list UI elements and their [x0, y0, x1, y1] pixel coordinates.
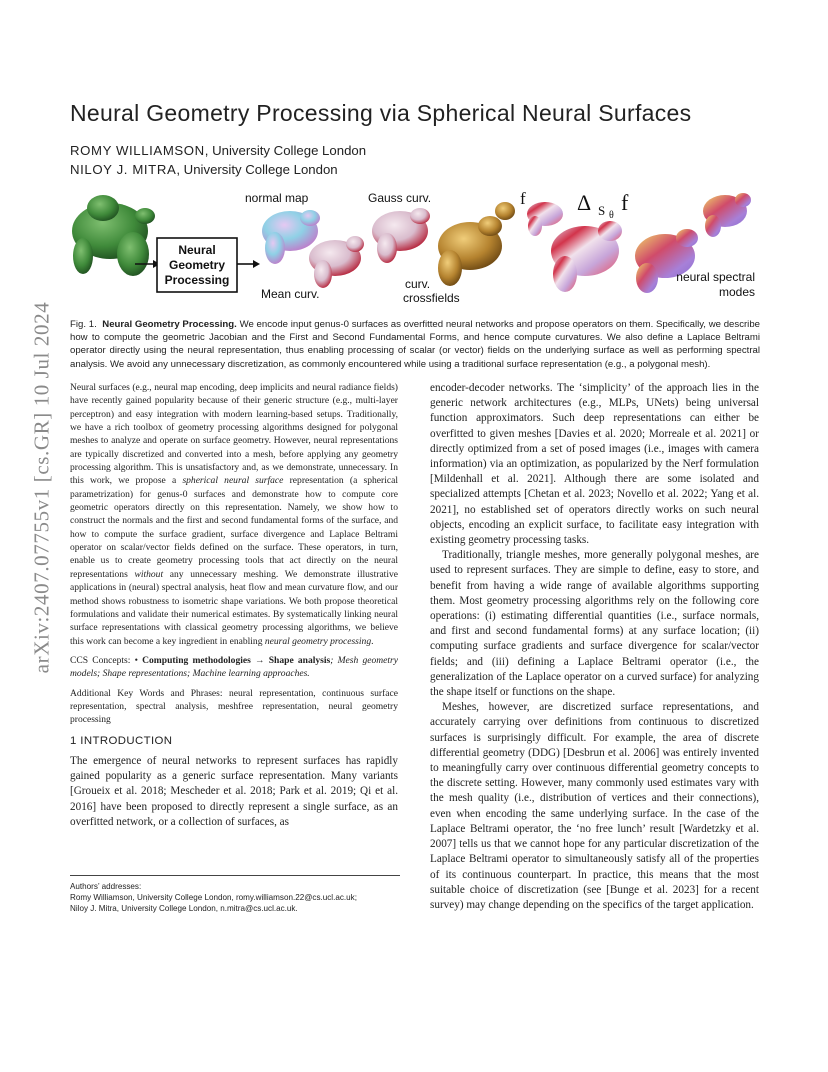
- label-normal-map: normal map: [245, 191, 309, 205]
- footnote-line: Niloy J. Mitra, University College London, n.mitra@cs.ucl.ac.uk.: [70, 904, 298, 913]
- abstract-emphasis: spherical neural surface: [182, 475, 284, 487]
- ccs-prefix: CCS Concepts: •: [70, 654, 143, 666]
- label-gauss-curv: Gauss curv.: [368, 191, 432, 205]
- intro-paragraph: The emergence of neural networks to represent surfaces has rapidly gained popularity as a generic surface representation. Many variants [Groueix et al. 2018; Mescheder et al. 2018; Park et al. 2019; Qi et al. 2016] have been proposed to directly represent a single surface, as an overfitted network, or a collection of surfaces, as: [70, 754, 398, 828]
- ccs-concepts: [70, 654, 398, 681]
- teaser-figure: [65, 186, 765, 308]
- gauss-curv-frog-image: [372, 208, 430, 263]
- label-f: f: [520, 189, 526, 208]
- footnote-line: Authors’ addresses:: [70, 882, 142, 891]
- footnote-rule: [70, 875, 400, 876]
- box-label-processing: Processing: [164, 273, 230, 287]
- ccs-rest: ; Mesh geometry models; Shape representations; Machine learning approaches.: [70, 654, 398, 680]
- intro-paragraph: Meshes, however, are discretized surface representations, and accurately carrying over definitions from continuous to discretized surfaces is surprisingly difficult. For example, the area of discrete differential geometry (DDG) [Desbrun et al. 2006] was entirely invented to meaningfully carry over continuous differential geometry concepts to the discrete setting. However, many commonly used estimates vary with the mesh quality (i.e., distribution of vertices and their connections), even when encoding the same underlying surface. In the case of the Laplace Beltrami operator, the ‘no free lunch’ result [Wardetzky et al. 2007] tells us that we cannot hope for any particular discretization of the Laplace Beltrami operator to simultaneously satisfy all of the properties of its continuous counterpart. In practice, this means that the most suitable choice of discretization (see [Bunge et al. 2023] for a recent survey) may change depending on the specifics of the target application.: [430, 701, 759, 911]
- label-laplace-theta: θ: [609, 210, 614, 221]
- footnote: [70, 881, 400, 914]
- author-name: NILOY J. MITRA: [70, 162, 177, 177]
- author-2: [70, 162, 338, 177]
- abstract-text: any unnecessary meshing. We demonstrate illustrative applications in (neural) spectral analysis, heat flow and mean curvature flow, and our method shows robustness to isometric shape variations. We both propose theoretical formulations and validate their numerical estimates. By systematically linking neural surface representations with classical geometry processing algorithms, we believe this work can become a key ingredient in enabling: [70, 568, 398, 647]
- laplace-frog-image: [551, 221, 622, 292]
- author-affiliation: , University College London: [204, 143, 367, 158]
- abstract-emphasis: without: [134, 568, 164, 580]
- abstract-paragraph: [70, 381, 398, 648]
- label-laplace-delta: Δ: [577, 190, 592, 215]
- spectral-frog-small-image: [703, 193, 751, 237]
- label-laplace-s: S: [598, 203, 606, 218]
- paper-title: Neural Geometry Processing via Spherical Neural Surfaces: [70, 100, 692, 126]
- abstract-emphasis: neural geometry processing: [264, 635, 372, 647]
- intro-paragraph: encoder-decoder networks. The ‘simplicity’ of the approach lies in the generic network architectures (e.g., MLPs, UNets) being universal function approximators. Such deep representations can either be overfitted to given meshes [Davies et al. 2020; Morreale et al. 2021] or directly optimized from a set of posed images (i.e., images with camera information) via an optimization, as popularized by the Nerf formulation [Mildenhall et al. 2021]. Although there are some isolated and specialized attempts [Chetan et al. 2023; Novello et al. 2022; Yang et al. 2021], no established set of operators directly works on such neural objects, encoding an explicit surface, to facilitate easy integration with existing geometry processing tasks.: [430, 382, 759, 547]
- figure-caption: [70, 318, 760, 371]
- label-curv: curv.: [405, 277, 431, 291]
- caption-text: We encode input genus-0 surfaces as overfitted neural networks and propose operators on them. Specifically, we describe how to compute the geometric Jacobian and the First and Second Fundamental Forms, and hence compute curvatures. We also define a Laplace Beltrami operator directly using the neural representation, thus enabling processing of scalar (or vector) fields on the underlying surface as well as performing spectral analysis. We avoid any unnecessary discretization, as commonly encountered while using a traditional surface representation (e.g., a polygonal mesh).: [70, 319, 760, 370]
- caption-fig-title: Neural Geometry Processing.: [102, 319, 237, 330]
- intro-paragraph: Traditionally, triangle meshes, more generally polygonal meshes, are used to represent surfaces. They are simple to define, easy to store, and benefit from having a wide range of available algorithms supporting them. Most geometry processing algorithms rely on the following core operations: (i) estimating differential quantities (i.e., surface normals, and first and second fundamental forms) at any surface location; (ii) computing surface gradients and surface divergence for scalar/vector fields; and (iii) defining a Laplace Beltrami operator (i.e., the generalization of the Laplace operator on a curved surface) for analyzing the shape itself or functions on the shape.: [430, 549, 759, 699]
- box-label-geometry: Geometry: [168, 258, 226, 272]
- author-affiliation: , University College London: [176, 162, 338, 177]
- abstract-text: Neural surfaces (e.g., neural map encoding, deep implicits and neural radiance fields) have recently gained popularity because of their generic structure (e.g., multi-layer perceptron) and easy integration with modern learning-based setups. Traditionally, we have a rich toolbox of geometry processing algorithms designed for polygonal meshes to analyze and operate on surface geometry. However, neural representations are typically discretized and converted into a mesh, before applying any geometry processing algorithm. This is unsatisfactory and, as we demonstrate, unnecessary. In this work, we propose a: [70, 382, 398, 487]
- arxiv-id: arXiv:2407.07755v1 [cs.GR] 10 Jul 2024: [29, 301, 54, 674]
- abstract-text: .: [371, 635, 374, 647]
- abstract-text: representation (a spherical parametrization) for genus-0 surfaces and demonstrate how to compute core geometric operators directly on this representation. Namely, we show how to construct the normals and the first and second fundamental forms of the surface, and how to compute the surface gradient, surface divergence and Laplace Beltrami operator on scalar/vector fields defined on the surface. These operators, in turn, enable us to create geometry processing tools that act directly on the neural representations: [70, 475, 398, 580]
- caption-fig-label: Fig. 1.: [70, 319, 97, 330]
- label-crossfields: crossfields: [403, 291, 460, 305]
- crossfield-frog-image: [438, 202, 515, 286]
- author-name: ROMY WILLIAMSON: [70, 143, 205, 158]
- label-spectral-1: neural spectral: [676, 270, 755, 284]
- mean-curv-frog-image: [309, 236, 364, 288]
- arxiv-stamp: [12, 300, 52, 680]
- right-column: [430, 381, 759, 913]
- label-mean-curv: Mean curv.: [261, 287, 320, 301]
- footnote-line: Romy Williamson, University College London, romy.williamson.22@cs.ucl.ac.uk;: [70, 893, 357, 902]
- label-laplace-f: f: [621, 190, 629, 215]
- section-heading: 1 INTRODUCTION: [70, 734, 173, 747]
- box-label-neural: Neural: [178, 243, 216, 257]
- author-1: [70, 143, 366, 158]
- label-spectral-2: modes: [718, 285, 755, 299]
- f-field-frog-image: [527, 202, 563, 236]
- left-column: [70, 381, 398, 830]
- ccs-bold: Computing methodologies → Shape analysis: [142, 654, 331, 666]
- keywords: Additional Key Words and Phrases: neural representation, continuous surface representation, spectral analysis, meshfree representation, neural geometry processing: [70, 687, 398, 726]
